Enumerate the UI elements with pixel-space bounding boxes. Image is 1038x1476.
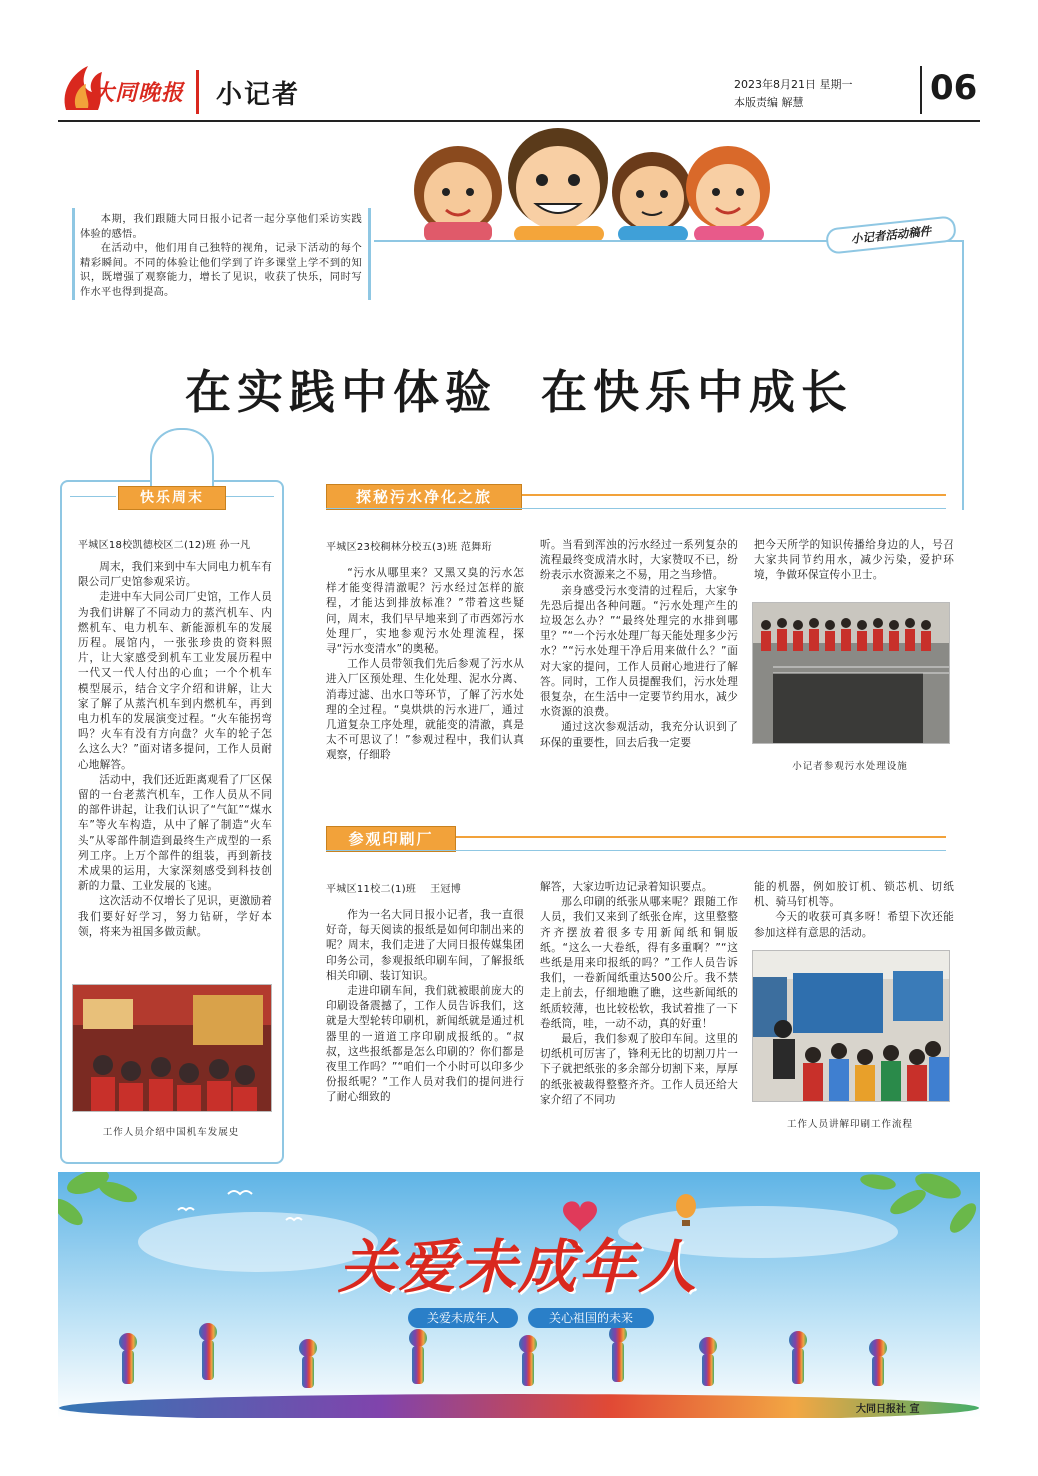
headline: 在实践中体验 在快乐中成长 [184, 365, 854, 419]
intro-bracket-right [368, 208, 371, 300]
page-number: 06 [930, 68, 978, 108]
intro-paragraph: 本期，我们跟随大同日报小记者一起分享他们采访实践体验的感悟。 [80, 213, 362, 240]
article1-paragraph: 这次活动不仅增长了见识，更激励着我们要好好学习，努力钻研，学好本领，将来为祖国多做贡献。 [78, 895, 272, 938]
article1-caption: 工作人员介绍中国机车发展史 [102, 1127, 240, 1138]
article3-paragraph: 走进印刷车间，我们就被眼前庞大的印刷设备震撼了，工作人员告诉我们，这就是大型轮转印刷机，新闻纸就是通过机器里的一道道工序印刷成报纸的。“叔叔，这些报纸都是怎么印刷的？你们都是夜里工作吗？”“咱们一个小时可以印多少份报纸呢？”工作人员对我们的提问进行了耐心细致的 [326, 985, 524, 1104]
article1-paragraph: 活动中，我们还近距离观看了厂区保留的一台老蒸汽机车，工作人员从不同的部件讲起，让我们认识了“气缸”“煤水车”等火车构造，从中了解了制造“火车头”从零部件制造到最终生产成型的一系列工序。上万个部件的组装，再到新技术成果的运用，大家深刻感受到科技创新的力量、工业发展的飞速。 [78, 773, 272, 893]
banner-slogan-2: 关心祖国的未来 [528, 1308, 654, 1328]
article3-label-rule [326, 850, 946, 851]
article2-paragraph: 工作人员带领我们先后参观了污水从进入厂区预处理、生化处理、泥水分离、消毒过滤、出水口等环节，了解了污水处理的全过程。“臭烘烘的污水进厂，通过几道复杂工序处理，就能变的清澈，真是太不可思议了！”参观过程中，我们认真观察，仔细聆 [326, 658, 524, 762]
intro-text [80, 212, 362, 300]
article2-paragraph: 听。当看到浑浊的污水经过一系列复杂的流程最终变成清水时，大家赞叹不已，纷纷表示水资源来之不易，用之当珍惜。 [540, 539, 738, 582]
article2-paragraph: 亲身感受污水变清的过程后，大家争先恐后提出各种问题。“污水处理产生的垃圾怎么办？”“最终处理完的水排到哪里？”“一个污水处理厂每天能处理多少污水？”“污水处理干净后用来做什么？”面对大家的提问，工作人员耐心地进行了解答。同时，工作人员提醒我们，污水处理很复杂，在生活中一定要节约用水，减少水资源的浪费。 [540, 584, 738, 719]
article1-byline: 平城区18校凯德校区二(12)班 孙一凡 [78, 540, 251, 551]
article3-paragraph: 最后，我们参观了胶印车间。这里的切纸机可厉害了，锋利无比的切割刀片一下子就把纸张的多余部分切割下来，厚厚的纸张被裁得整整齐齐。工作人员还给大家介绍了不同功 [540, 1033, 738, 1106]
banner-title: 关爱未成年人 [337, 1233, 698, 1301]
article2-body-col2 [540, 538, 738, 751]
article3-byline: 平城区11校二(1)班 王冠博 [326, 884, 462, 895]
article2-caption: 小记者参观污水处理设施 [792, 761, 908, 772]
article1-body [78, 560, 272, 940]
article2-body-col1 [326, 566, 524, 764]
article2-byline: 平城区23校稠林分校五(3)班 范舞珩 [326, 542, 492, 553]
intro-bracket [72, 208, 75, 300]
article1-photo [72, 984, 272, 1112]
section-title: 小记者 [216, 80, 301, 110]
article1-label-rule [226, 496, 274, 497]
article3-paragraph: 那么印刷的纸张从哪来呢？跟随工作人员，我们又来到了纸张仓库，这里整整齐齐摆放着很多专用新闻纸和铜版纸。“这么一大卷纸，得有多重啊？”“这些纸是用来印报纸的吗？”工作人员告诉我们，一卷新闻纸重达500公斤。我不禁走上前去，仔细地瞧了瞧，这些新闻纸的纸质较薄，也比较松软，我试着推了一下卷纸筒，哇，一动不动，真的好重！ [540, 896, 738, 1030]
article3-label-text: 参观印刷厂 [348, 830, 434, 848]
masthead-logo-text: 大同晚报 [92, 80, 185, 106]
masthead [58, 62, 980, 118]
article1-label-rule [70, 496, 116, 497]
banner-credit: 大同日报社 宣 [856, 1404, 920, 1415]
article3-body-col1 [326, 908, 524, 1106]
banner-slogan-1: 关爱未成年人 [408, 1308, 518, 1328]
article3-paragraph: 解答，大家边听边记录着知识要点。 [540, 881, 713, 893]
article3-photo [752, 950, 950, 1102]
article1-paragraph: 周末，我们来到中车大同电力机车有限公司厂史馆参观采访。 [78, 561, 272, 589]
article3-label [326, 826, 456, 852]
article3-body-col2 [540, 880, 738, 1108]
article2-photo [752, 602, 950, 744]
article3-caption: 工作人员讲解印刷工作流程 [786, 1119, 913, 1130]
masthead-logo [58, 62, 186, 118]
article1-paragraph: 走进中车大同公司厂史馆，工作人员为我们讲解了不同动力的蒸汽机车、内燃机车、电力机车、新能源机车的发展历程。展馆内，一张张珍贵的资料照片，让大家感受到机车工业发展历程中一代又一代人付出的心血；一个个机车模型展示，结合文字介绍和讲解，让大家了解了从蒸汽机车到内燃机车，再到电力机车的发展演变过程。“火车能拐弯吗？火车有没有方向盘？火车的轮子怎么这么大？”面对诸多提问，工作人员耐心地解答。 [78, 591, 272, 771]
article2-paragraph: 通过这次参观活动，我充分认识到了环保的重要性，回去后我一定要 [540, 721, 738, 749]
article3-paragraph: 作为一名大同日报小记者，我一直很好奇，每天阅读的报纸是如何印制出来的呢？周末，我们走进了大同日报传媒集团印务公司，参观报纸印刷车间，了解报纸相关印刷、装订知识。 [326, 909, 524, 982]
article3-label-rule [456, 836, 946, 838]
intro-paragraph: 在活动中，他们用自己独特的视角，记录下活动的每个精彩瞬间。不同的体验让他们学到了许多课堂上学不到的知识，既增强了观察能力，增长了见识，收获了快乐，同时写作水平也得到提高。 [80, 242, 362, 298]
article2-body-col3 [754, 538, 954, 584]
article2-paragraph: 把今天所学的知识传播给身边的人，号召大家共同节约用水，减少污染，爱护环境，争做环保宣传小卫士。 [754, 539, 954, 582]
activity-badge: 小记者活动稿件 [825, 215, 957, 254]
article3-body-col3 [754, 880, 954, 941]
article3-paragraph: 今天的收获可真多呀！希望下次还能参加这样有意思的活动。 [754, 911, 954, 939]
public-service-banner [58, 1172, 980, 1418]
issue-date: 2023年8月21日 星期一 [734, 78, 853, 91]
article1-label [118, 486, 226, 510]
article3-paragraph: 能的机器，例如胶订机、锁芯机、切纸机、骑马钉机等。 [754, 881, 954, 909]
page-editor: 本版责编 解慧 [734, 96, 804, 109]
left-frame-bubble [150, 428, 214, 490]
article1-label-text: 快乐周末 [140, 490, 204, 506]
article2-label-text: 探秘污水净化之旅 [355, 488, 492, 506]
article2-label-rule [326, 508, 946, 509]
masthead-divider [196, 70, 199, 114]
article2-label [326, 484, 522, 510]
article2-label-rule [522, 494, 946, 496]
cartoon-kids-illustration [388, 122, 778, 242]
page-number-divider [920, 66, 922, 114]
article2-paragraph: “污水从哪里来？又黑又臭的污水怎样才能变得清澈呢？污水经过怎样的旅程，才能达到排放标准？”带着这些疑问，周末，我们早早地来到了市西郊污水处理厂，实地参观污水处理流程，探寻“污水变清水”的奥秘。 [326, 567, 524, 656]
